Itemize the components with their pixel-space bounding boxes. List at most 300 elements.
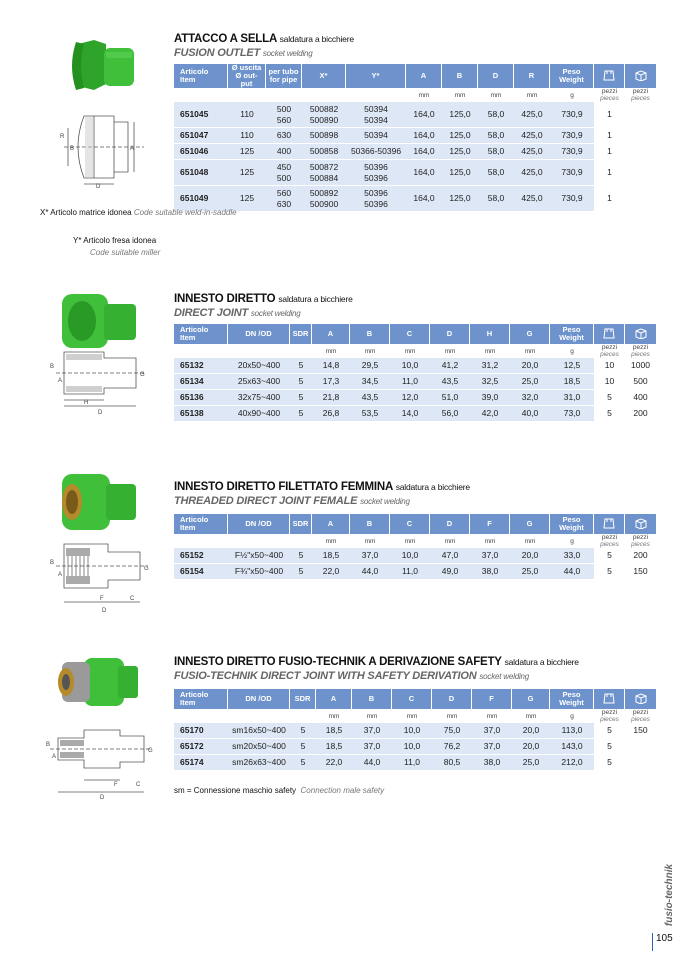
table-cell: 49,0 <box>430 564 470 580</box>
table-cell: 143,0 <box>550 739 594 755</box>
table-header-row <box>174 324 656 344</box>
column-header: C <box>390 514 430 534</box>
unit-cell: mm <box>524 537 536 545</box>
units-row <box>174 709 656 723</box>
table-cell: 12,0 <box>390 390 430 406</box>
table-cell: 47,0 <box>430 548 470 564</box>
table-cell: 58,0 <box>478 144 514 160</box>
table-cell: 37,0 <box>472 739 512 755</box>
column-header: B <box>442 64 478 88</box>
column-header: B <box>352 689 392 709</box>
table-cell: 41,2 <box>430 358 470 374</box>
unit-cell <box>290 709 316 723</box>
table-cell: 11,0 <box>392 755 432 771</box>
table-cell: 651046 <box>174 144 228 160</box>
table-cell: 33,0 <box>550 548 594 564</box>
column-header: X* <box>302 64 346 88</box>
table-header-row <box>174 514 656 534</box>
table-cell: 58,0 <box>478 128 514 144</box>
bag-icon <box>602 69 616 81</box>
section-subtitle: FUSION OUTLET socket welding <box>174 47 313 59</box>
table-cell: 18,5 <box>550 374 594 390</box>
table-cell: 34,5 <box>350 374 390 390</box>
bag-icon <box>602 517 616 529</box>
svg-text:fusio-technik: fusio-technik <box>664 863 675 927</box>
table-cell: 1 <box>594 128 625 144</box>
table-cell: 37,0 <box>472 723 512 739</box>
open-box-icon <box>634 69 648 81</box>
table-cell: 113,0 <box>550 723 594 739</box>
svg-text:B: B <box>46 742 51 748</box>
table-cell <box>625 186 656 212</box>
table-cell: 65172 <box>174 739 228 755</box>
table-cell: 50396 50396 <box>346 160 406 186</box>
column-header: Y* <box>346 64 406 88</box>
table-cell: 29,5 <box>350 358 390 374</box>
table-cell: 11,0 <box>390 564 430 580</box>
note-sm: sm = Connessione maschio safety Connection male safety <box>174 786 385 795</box>
column-header: DN /OD <box>228 324 290 344</box>
unit-cell: mm <box>404 537 416 545</box>
unit-cell: mm <box>526 91 538 99</box>
direct-joint-drawing <box>44 340 156 420</box>
table-cell: 65170 <box>174 723 228 739</box>
spec-table <box>174 324 656 422</box>
unit-cell: mm <box>444 347 456 355</box>
table-cell: 10,0 <box>392 723 432 739</box>
unit-cell <box>228 709 290 723</box>
unit-cell: g <box>570 712 574 720</box>
column-header: Articolo Item <box>174 689 228 709</box>
table-cell: 65138 <box>174 406 228 422</box>
svg-text:A: A <box>130 146 135 152</box>
table-cell: 75,0 <box>432 723 472 739</box>
column-header: D <box>430 324 470 344</box>
page-number: 105 <box>656 933 673 944</box>
table-cell: 5 <box>594 739 625 755</box>
table-cell: 32,5 <box>470 374 510 390</box>
table-cell: 1000 <box>625 358 656 374</box>
svg-text:A: A <box>58 572 63 578</box>
open-box-icon <box>634 692 648 704</box>
table-cell: 65154 <box>174 564 228 580</box>
column-header <box>594 64 625 88</box>
unit-cell: mm <box>328 712 340 720</box>
column-header: D <box>430 514 470 534</box>
unit-cell: mm <box>484 347 496 355</box>
unit-cell: mm <box>446 712 458 720</box>
table-cell: 25,0 <box>510 564 550 580</box>
table-cell: 500 560 <box>266 102 302 128</box>
column-header: Peso Weight <box>550 324 594 344</box>
table-cell: sm20x50~400 <box>228 739 290 755</box>
svg-text:A: A <box>52 754 57 760</box>
fusion-outlet-drawing <box>44 108 156 188</box>
table-cell: 1 <box>594 102 625 128</box>
table-cell: 5 <box>594 755 625 771</box>
unit-cell: pezzi pieces <box>600 709 619 723</box>
table-cell: 125 <box>228 144 266 160</box>
table-cell: 5 <box>594 564 625 580</box>
table-cell <box>625 102 656 128</box>
table-cell: 37,0 <box>352 723 392 739</box>
column-header: R <box>514 64 550 88</box>
svg-text:A: A <box>58 378 63 384</box>
table-cell: 42,0 <box>470 406 510 422</box>
unit-cell: g <box>570 537 574 545</box>
column-header: DN /OD <box>228 689 290 709</box>
column-header <box>625 324 656 344</box>
table-cell: 50366-50396 <box>346 144 406 160</box>
table-row <box>174 390 656 406</box>
column-header <box>594 324 625 344</box>
unit-cell: pezzi pieces <box>631 88 650 102</box>
open-box-icon <box>634 517 648 529</box>
table-cell: 5 <box>290 374 312 390</box>
table-cell: 5 <box>290 755 316 771</box>
table-cell: 37,0 <box>352 739 392 755</box>
column-header: B <box>350 324 390 344</box>
svg-text:D: D <box>102 608 107 614</box>
table-cell: 164,0 <box>406 160 442 186</box>
table-cell: 51,0 <box>430 390 470 406</box>
column-header: D <box>478 64 514 88</box>
table-cell: 20,0 <box>512 723 550 739</box>
table-cell: 38,0 <box>470 564 510 580</box>
column-header: SDR <box>290 514 312 534</box>
unit-cell: pezzi pieces <box>600 88 619 102</box>
table-cell: 26,8 <box>312 406 350 422</box>
column-header: SDR <box>290 324 312 344</box>
table-cell: 5 <box>594 548 625 564</box>
table-cell: 65174 <box>174 755 228 771</box>
column-header: SDR <box>290 689 316 709</box>
table-cell: 500872 500884 <box>302 160 346 186</box>
table-row <box>174 144 656 160</box>
table-cell: 12,5 <box>550 358 594 374</box>
table-cell: 37,0 <box>470 548 510 564</box>
column-header <box>594 514 625 534</box>
spec-table <box>174 689 656 771</box>
column-header <box>625 514 656 534</box>
table-cell: 730,9 <box>550 144 594 160</box>
table-cell: 425,0 <box>514 128 550 144</box>
unit-cell <box>290 344 312 358</box>
table-cell: 651048 <box>174 160 228 186</box>
table-cell: 65134 <box>174 374 228 390</box>
safety-joint-photo <box>46 650 142 714</box>
unit-cell: pezzi pieces <box>631 534 650 548</box>
table-cell: 5 <box>290 390 312 406</box>
threaded-joint-drawing <box>44 536 156 616</box>
table-cell: 20x50~400 <box>228 358 290 374</box>
table-cell: 25,0 <box>510 374 550 390</box>
note-y-en: Code suitable miller <box>90 248 161 257</box>
table-cell: 39,0 <box>470 390 510 406</box>
unit-cell: pezzi pieces <box>631 344 650 358</box>
column-header <box>625 689 656 709</box>
table-cell: 20,0 <box>512 739 550 755</box>
table-cell <box>625 144 656 160</box>
open-box-icon <box>634 327 648 339</box>
table-cell: 730,9 <box>550 186 594 212</box>
table-cell: 400 <box>625 390 656 406</box>
column-header: DN /OD <box>228 514 290 534</box>
fusion-outlet-photo <box>46 34 142 98</box>
table-cell: 1 <box>594 186 625 212</box>
units-row <box>174 88 656 102</box>
table-cell: 5 <box>290 406 312 422</box>
table-cell: 425,0 <box>514 160 550 186</box>
table-row <box>174 723 656 739</box>
column-header: Articolo Item <box>174 64 228 88</box>
table-row <box>174 755 656 771</box>
table-cell: 76,2 <box>432 739 472 755</box>
table-cell: 125 <box>228 186 266 212</box>
unit-cell: mm <box>525 712 537 720</box>
column-header: H <box>470 324 510 344</box>
table-cell: 18,5 <box>316 723 352 739</box>
table-row <box>174 128 656 144</box>
table-cell: 125,0 <box>442 128 478 144</box>
column-header: Ø uscita Ø out-put <box>228 64 266 88</box>
table-cell: 18,5 <box>316 739 352 755</box>
unit-cell <box>174 534 228 548</box>
units-row <box>174 344 656 358</box>
table-cell: 14,8 <box>312 358 350 374</box>
table-cell: 20,0 <box>510 548 550 564</box>
unit-cell: mm <box>364 347 376 355</box>
column-header: C <box>390 324 430 344</box>
unit-cell <box>290 534 312 548</box>
table-cell: 10 <box>594 374 625 390</box>
table-cell: 5 <box>594 390 625 406</box>
unit-cell: pezzi pieces <box>631 709 650 723</box>
table-cell: 11,0 <box>390 374 430 390</box>
table-cell: 110 <box>228 102 266 128</box>
column-header: B <box>350 514 390 534</box>
column-header <box>625 64 656 88</box>
unit-cell: mm <box>364 537 376 545</box>
table-cell: 73,0 <box>550 406 594 422</box>
table-row <box>174 739 656 755</box>
unit-cell <box>302 88 346 102</box>
table-cell: 500 <box>625 374 656 390</box>
table-cell <box>625 755 656 771</box>
table-cell: 651045 <box>174 102 228 128</box>
table-cell: 630 <box>266 128 302 144</box>
table-cell: 1 <box>594 144 625 160</box>
section-subtitle: THREADED DIRECT JOINT FEMALE socket welding <box>174 495 410 507</box>
table-cell: F¾"x50~400 <box>228 564 290 580</box>
table-cell: 50396 50396 <box>346 186 406 212</box>
page-divider <box>652 933 653 951</box>
table-cell: 212,0 <box>550 755 594 771</box>
table-cell: 37,0 <box>350 548 390 564</box>
table-cell: 43,5 <box>350 390 390 406</box>
table-cell: 500892 500900 <box>302 186 346 212</box>
table-cell: 25x63~400 <box>228 374 290 390</box>
table-row <box>174 374 656 390</box>
table-cell: 22,0 <box>316 755 352 771</box>
table-cell: 164,0 <box>406 186 442 212</box>
table-cell: 58,0 <box>478 102 514 128</box>
table-cell: 58,0 <box>478 186 514 212</box>
table-cell: 125,0 <box>442 160 478 186</box>
column-header: Peso Weight <box>550 689 594 709</box>
table-cell: 425,0 <box>514 144 550 160</box>
table-header-row <box>174 689 656 709</box>
table-row <box>174 186 656 212</box>
unit-cell: mm <box>366 712 378 720</box>
unit-cell: mm <box>486 712 498 720</box>
table-cell: 44,0 <box>350 564 390 580</box>
table-cell: 450 500 <box>266 160 302 186</box>
unit-cell <box>228 88 266 102</box>
unit-cell: mm <box>418 91 430 99</box>
table-cell: 5 <box>290 564 312 580</box>
table-cell: 17,3 <box>312 374 350 390</box>
column-header: Articolo Item <box>174 324 228 344</box>
table-cell: 10,0 <box>390 358 430 374</box>
table-cell: sm26x63~400 <box>228 755 290 771</box>
unit-cell <box>228 534 290 548</box>
svg-text:F: F <box>100 596 104 602</box>
section-subtitle: DIRECT JOINT socket welding <box>174 307 301 319</box>
bag-icon <box>602 692 616 704</box>
table-cell: 500858 <box>302 144 346 160</box>
unit-cell <box>228 344 290 358</box>
table-cell: 40,0 <box>510 406 550 422</box>
table-header-row <box>174 64 656 88</box>
unit-cell: mm <box>524 347 536 355</box>
unit-cell <box>174 344 228 358</box>
table-cell: 560 630 <box>266 186 302 212</box>
table-cell: 164,0 <box>406 128 442 144</box>
table-cell: 125,0 <box>442 144 478 160</box>
svg-text:R: R <box>60 134 65 140</box>
column-header: D <box>432 689 472 709</box>
table-row <box>174 358 656 374</box>
table-cell: 125,0 <box>442 186 478 212</box>
table-cell: 31,2 <box>470 358 510 374</box>
unit-cell: pezzi pieces <box>600 534 619 548</box>
table-row <box>174 564 656 580</box>
table-cell: 18,5 <box>312 548 350 564</box>
column-header: G <box>510 514 550 534</box>
svg-text:F: F <box>114 782 118 788</box>
table-row <box>174 406 656 422</box>
column-header: Peso Weight <box>550 64 594 88</box>
column-header: F <box>472 689 512 709</box>
table-cell: 5 <box>290 739 316 755</box>
table-cell: 5 <box>290 723 316 739</box>
section-title: INNESTO DIRETTO FUSIO-TECHNIK A DERIVAZIONE SAFETY saldatura a bicchiere <box>174 656 579 668</box>
note-y: Y* Articolo fresa idonea <box>73 236 157 245</box>
unit-cell <box>174 88 228 102</box>
table-cell: 150 <box>625 564 656 580</box>
safety-joint-drawing <box>44 720 156 800</box>
spec-table <box>174 64 656 212</box>
table-cell: 1 <box>594 160 625 186</box>
table-cell: 32,0 <box>510 390 550 406</box>
threaded-joint-photo <box>46 470 142 534</box>
svg-text:B: B <box>50 560 55 566</box>
table-cell <box>625 739 656 755</box>
table-cell: 38,0 <box>472 755 512 771</box>
unit-cell: pezzi pieces <box>600 344 619 358</box>
unit-cell <box>346 88 406 102</box>
svg-text:D: D <box>100 795 105 800</box>
table-cell: 50394 50394 <box>346 102 406 128</box>
svg-text:G: G <box>148 748 153 754</box>
table-cell: 651047 <box>174 128 228 144</box>
section-title: INNESTO DIRETTO FILETTATO FEMMINA saldatura a bicchiere <box>174 481 470 493</box>
table-cell: 25,0 <box>512 755 550 771</box>
table-cell: F½"x50~400 <box>228 548 290 564</box>
table-cell: 5 <box>290 548 312 564</box>
table-cell: 500898 <box>302 128 346 144</box>
column-header: C <box>392 689 432 709</box>
unit-cell: mm <box>325 347 337 355</box>
section-title: ATTACCO A SELLA saldatura a bicchiere <box>174 33 354 45</box>
column-header: A <box>406 64 442 88</box>
table-cell: 44,0 <box>550 564 594 580</box>
unit-cell: g <box>570 347 574 355</box>
table-cell: 425,0 <box>514 186 550 212</box>
table-cell: 500882 500890 <box>302 102 346 128</box>
column-header: per tubo for pipe <box>266 64 302 88</box>
table-cell: 730,9 <box>550 160 594 186</box>
spec-table <box>174 514 656 580</box>
column-header: A <box>312 514 350 534</box>
column-header: F <box>470 514 510 534</box>
column-header: A <box>312 324 350 344</box>
column-header: A <box>316 689 352 709</box>
table-row <box>174 160 656 186</box>
table-cell: 56,0 <box>430 406 470 422</box>
column-header: Peso Weight <box>550 514 594 534</box>
table-cell: 164,0 <box>406 102 442 128</box>
column-header: G <box>510 324 550 344</box>
column-header <box>594 689 625 709</box>
table-cell: 10,0 <box>392 739 432 755</box>
svg-text:C: C <box>130 596 135 602</box>
unit-cell: mm <box>325 537 337 545</box>
table-row <box>174 102 656 128</box>
table-cell: 65152 <box>174 548 228 564</box>
table-cell: 125 <box>228 160 266 186</box>
table-cell: sm16x50~400 <box>228 723 290 739</box>
table-cell: 164,0 <box>406 144 442 160</box>
table-cell: 32x75~400 <box>228 390 290 406</box>
table-cell: 5 <box>594 406 625 422</box>
units-row <box>174 534 656 548</box>
table-row <box>174 548 656 564</box>
table-cell: 5 <box>594 723 625 739</box>
table-cell: 400 <box>266 144 302 160</box>
bag-icon <box>602 327 616 339</box>
svg-text:D: D <box>96 184 101 188</box>
table-cell: 43,5 <box>430 374 470 390</box>
unit-cell: mm <box>444 537 456 545</box>
table-cell: 50394 <box>346 128 406 144</box>
table-cell: 10,0 <box>390 548 430 564</box>
unit-cell: mm <box>404 347 416 355</box>
unit-cell: g <box>570 91 574 99</box>
table-cell <box>625 160 656 186</box>
svg-text:H: H <box>84 400 89 406</box>
